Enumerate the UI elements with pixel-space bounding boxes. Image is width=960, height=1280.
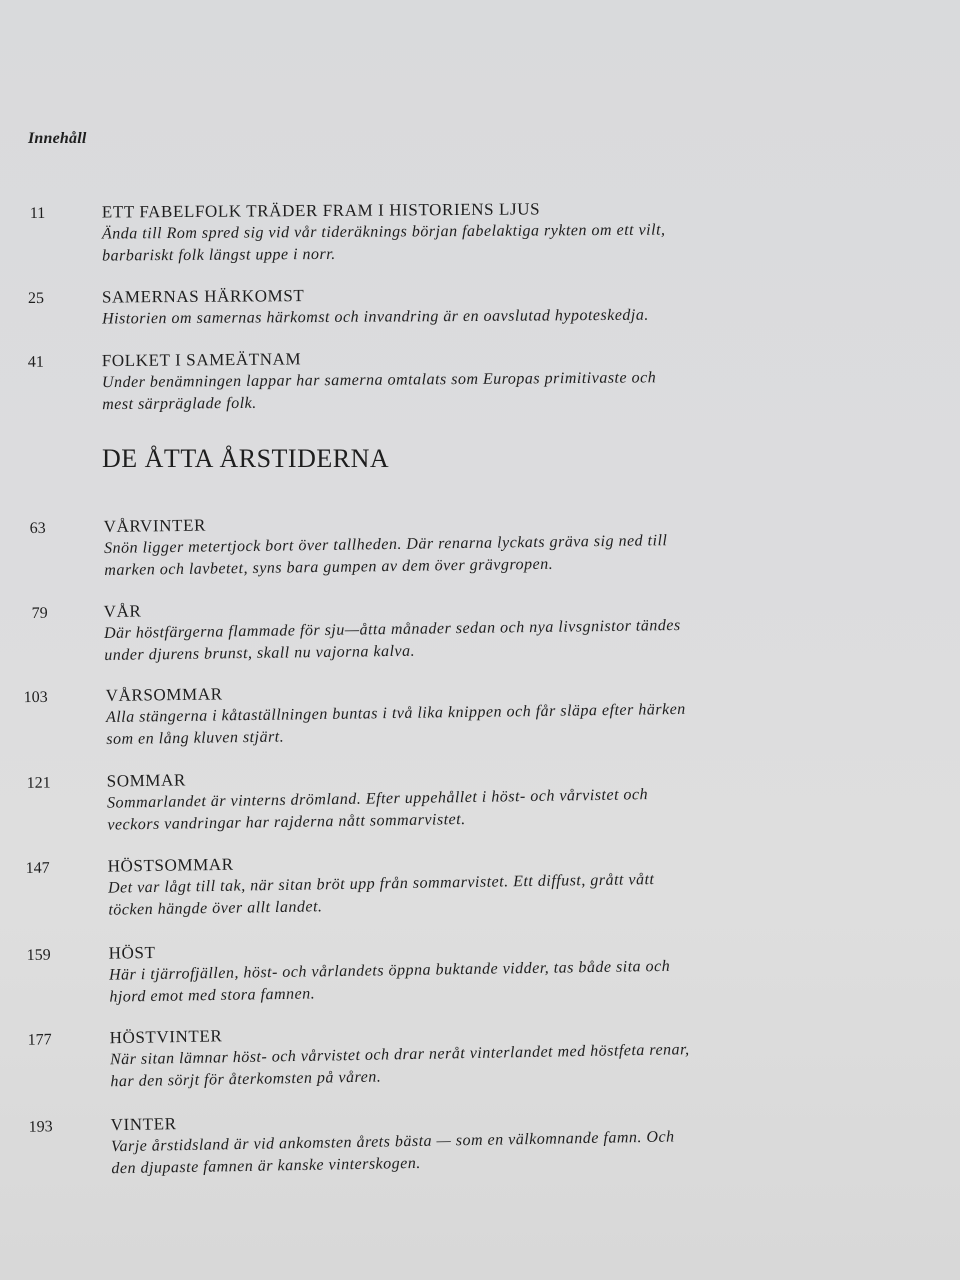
entry-title: VINTER xyxy=(110,1114,177,1135)
section-heading: DE ÅTTA ÅRSTIDERNA xyxy=(102,444,390,473)
page-number: 103 xyxy=(23,688,48,707)
toc-entry xyxy=(23,676,827,751)
toc-entry xyxy=(26,760,828,836)
entry-description xyxy=(102,303,822,330)
description-line: Snön ligger metertjock bort över tallheden. Där renarna lyckats gräva sig ned till xyxy=(103,532,668,558)
description-line: mest särpräglade folk. xyxy=(102,394,257,414)
description-line: Historien om samernas härkomst och invandring är en oavslutad hypoteskedja. xyxy=(102,306,649,328)
page-number: 121 xyxy=(26,774,51,792)
description-line: som en lång kluven stjärt. xyxy=(106,728,285,749)
description-line: hjord emot med stora famnen. xyxy=(109,985,316,1006)
entry-title: VÅRVINTER xyxy=(103,515,207,537)
description-line: Sommarlandet är vinterns drömland. Efter uppehållet i höst- och vårvistet och xyxy=(106,786,649,812)
entry-description xyxy=(102,366,822,416)
entry-title: HÖSTVINTER xyxy=(109,1026,223,1048)
description-line: Alla stängerna i kåtaställningen buntas i två lika knippen och får släpa efter härken xyxy=(105,700,686,727)
description-line: Ända till Rom spred sig vid vår tideräknings början fabelaktiga rykten om ett vilt, xyxy=(101,221,666,243)
toc-entry xyxy=(25,845,829,921)
toc-entry xyxy=(26,932,830,1008)
description-line: har den sörjt för återkomsten på våren. xyxy=(110,1068,382,1091)
page-number: 147 xyxy=(25,859,50,877)
entry-title: HÖSTSOMMAR xyxy=(107,854,234,876)
entry-title: FOLKET I SAMEÄTNAM xyxy=(101,349,302,371)
entry-title: VÅR xyxy=(103,601,142,622)
entry-description xyxy=(104,528,825,582)
description-line: marken och lavbetet, syns bara gumpen av dem över grävgropen. xyxy=(104,555,554,580)
toc-entry xyxy=(27,345,823,416)
toc-entry xyxy=(29,507,825,582)
page-number: 159 xyxy=(26,946,51,964)
page-number: 63 xyxy=(29,519,46,538)
description-line: Där höstfärgerna flammade för sju—åtta månader sedan och nya livsgnistor tändes xyxy=(103,616,681,643)
description-line: under djurens brunst, skall nu vajorna kalva. xyxy=(104,642,416,665)
page-number: 11 xyxy=(29,204,46,223)
toc-entry xyxy=(28,1103,831,1181)
entry-title: SAMERNAS HÄRKOMST xyxy=(101,286,305,307)
description-line: Varje årstidsland är vid ankomsten årets bästa — som en välkomnande famn. Och xyxy=(110,1128,675,1156)
page-number: 177 xyxy=(27,1031,52,1049)
contents-header: Innehåll xyxy=(28,130,87,147)
entry-title: HÖST xyxy=(108,942,156,963)
entry-title: VÅRSOMMAR xyxy=(105,684,223,706)
toc-entry xyxy=(31,592,825,667)
entry-description xyxy=(104,613,825,667)
toc-entry xyxy=(27,282,822,330)
description-line: barbariskt folk längst uppe i norr. xyxy=(102,245,336,265)
entry-title: SOMMAR xyxy=(106,770,187,791)
page-number: 193 xyxy=(28,1118,53,1136)
description-line: Under benämningen lappar har samerna omtalats som Europas primitivaste och xyxy=(101,369,657,392)
description-line: den djupaste famnen är kanske vinterskogen. xyxy=(111,1154,421,1178)
description-line: Här i tjärrofjällen, höst- och vårlandets öppna buktande vidder, tas både sita och xyxy=(108,957,671,984)
page-number: 25 xyxy=(27,289,44,308)
entry-title: ETT FABELFOLK TRÄDER FRAM I HISTORIENS LJUS xyxy=(101,199,541,222)
page-number: 41 xyxy=(27,353,44,371)
description-line: När sitan lämnar höst- och vårvistet och drar neråt vinterlandet med höstfeta renar, xyxy=(109,1041,690,1069)
description-line: veckors vandringar har rajderna nått sommarvistet. xyxy=(107,811,466,834)
entry-description xyxy=(106,697,827,751)
page-number: 79 xyxy=(31,604,48,623)
toc-entry xyxy=(29,197,822,267)
description-line: Det var lågt till tak, när sitan bröt upp från sommarvistet. Ett diffust, grått vått xyxy=(107,871,655,897)
toc-entry xyxy=(27,1016,830,1094)
entry-description xyxy=(102,218,822,267)
description-line: töcken hängde över allt landet. xyxy=(108,898,323,919)
